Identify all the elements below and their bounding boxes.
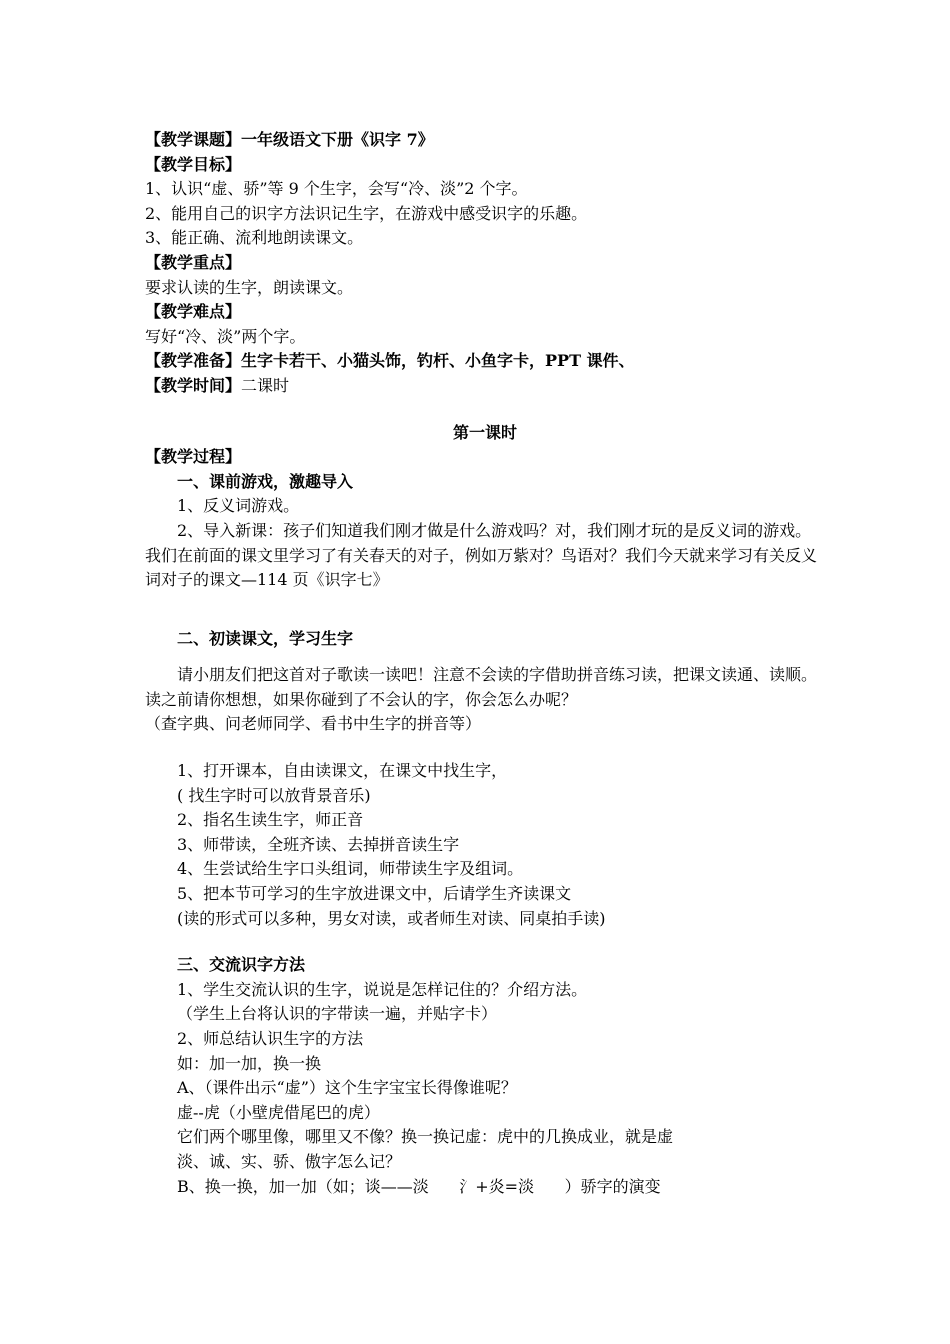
section3-line: A、（课件出示“虚”）这个生字宝宝长得像谁呢？ xyxy=(177,1078,517,1098)
time-value: 二课时 xyxy=(241,375,290,395)
goal-item-2: 2、能用自己的识字方法识记生字，在游戏中感受识字的乐趣。 xyxy=(145,203,588,223)
key-points-value: 要求认读的生字，朗读课文。 xyxy=(145,277,354,297)
section2-step: 1、打开课本，自由读课文，在课文中找生字， xyxy=(177,761,508,781)
section1-title: 一、课前游戏，激趣导入 xyxy=(177,471,354,491)
section2-step: ( 找生字时可以放背景音乐) xyxy=(177,785,371,805)
section3-line: 虚--虎（小壁虎借尾巴的虎） xyxy=(177,1102,380,1122)
topic-value: 一年级语文下册《识字 7》 xyxy=(241,130,434,149)
section3-line: 如：加一加，换一换 xyxy=(177,1053,322,1073)
section2-step: 5、把本节可学习的生字放进课文中，后请学生齐读课文 xyxy=(177,884,572,904)
preparation-line xyxy=(145,349,825,374)
section3-line: 淡、诚、实、骄、傲字怎么记？ xyxy=(177,1151,402,1171)
time-label: 【教学时间】 xyxy=(145,375,242,395)
difficulties-label: 【教学难点】 xyxy=(145,302,242,322)
section2-step: (读的形式可以多种，男女对读，或者师生对读、同桌拍手读) xyxy=(177,908,606,928)
topic-line xyxy=(145,128,825,153)
section3-line: （学生上台将认识的字带读一遍，并贴字卡） xyxy=(177,1004,498,1024)
section3-line: 2、师总结认识生字的方法 xyxy=(177,1029,364,1048)
section1-item-1: 1、反义词游戏。 xyxy=(177,496,300,516)
time-line xyxy=(145,374,825,399)
section2-step: 2、指名生读生字，师正音 xyxy=(177,810,364,830)
lesson-heading: 第一课时 xyxy=(452,422,517,442)
section2-intro-note: （查字典、问老师同学、看书中生字的拼音等） xyxy=(145,714,482,734)
lesson-plan-document xyxy=(145,128,825,1199)
section1-item-2: 2、导入新课：孩子们知道我们刚才做是什么游戏吗？对，我们刚才玩的是反义词的游戏。我们在前面的课文里学习了有关春天的对子，例如万紫对？鸟语对？我们今天就来学习有关反义词对子的课文—114 页《识字七》 xyxy=(145,520,818,590)
section2-step: 3、师带读，全班齐读、去掉拼音读生字 xyxy=(177,834,460,854)
preparation-label: 【教学准备】 xyxy=(145,351,242,371)
section3-line: 它们两个哪里像，哪里又不像？换一换记虚：虎中的几换成业，就是虚 xyxy=(177,1127,674,1147)
section2-step: 4、生尝试给生字口头组词，师带读生字及组词。 xyxy=(177,859,524,879)
section3-line: B、换一换，加一加（如；谈——淡 氵+炎=淡 ）骄字的演变 xyxy=(177,1176,661,1196)
section2-title: 二、初读课文，学习生字 xyxy=(177,628,354,648)
goal-item-1: 1、认识“虚、骄”等 9 个生字，会写“冷、淡”2 个字。 xyxy=(145,179,528,199)
key-points-label: 【教学重点】 xyxy=(145,252,242,272)
goals-label: 【教学目标】 xyxy=(145,154,242,174)
section3-line: 1、学生交流认识的生字，说说是怎样记住的？介绍方法。 xyxy=(177,979,588,999)
section3-title: 三、交流识字方法 xyxy=(177,955,306,975)
process-label: 【教学过程】 xyxy=(145,447,242,467)
section2-intro: 请小朋友们把这首对子歌读一读吧！注意不会读的字借助拼音练习读，把课文读通、读顺。读之前请你想想，如果你碰到了不会认的字，你会怎么办呢？ xyxy=(145,665,818,709)
topic-label: 【教学课题】 xyxy=(145,130,242,149)
goal-item-3: 3、能正确、流利地朗读课文。 xyxy=(145,228,364,248)
difficulties-value: 写好“冷、淡”两个字。 xyxy=(145,326,306,346)
preparation-value: 生字卡若干、小猫头饰，钓杆、小鱼字卡，PPT 课件、 xyxy=(241,351,635,371)
